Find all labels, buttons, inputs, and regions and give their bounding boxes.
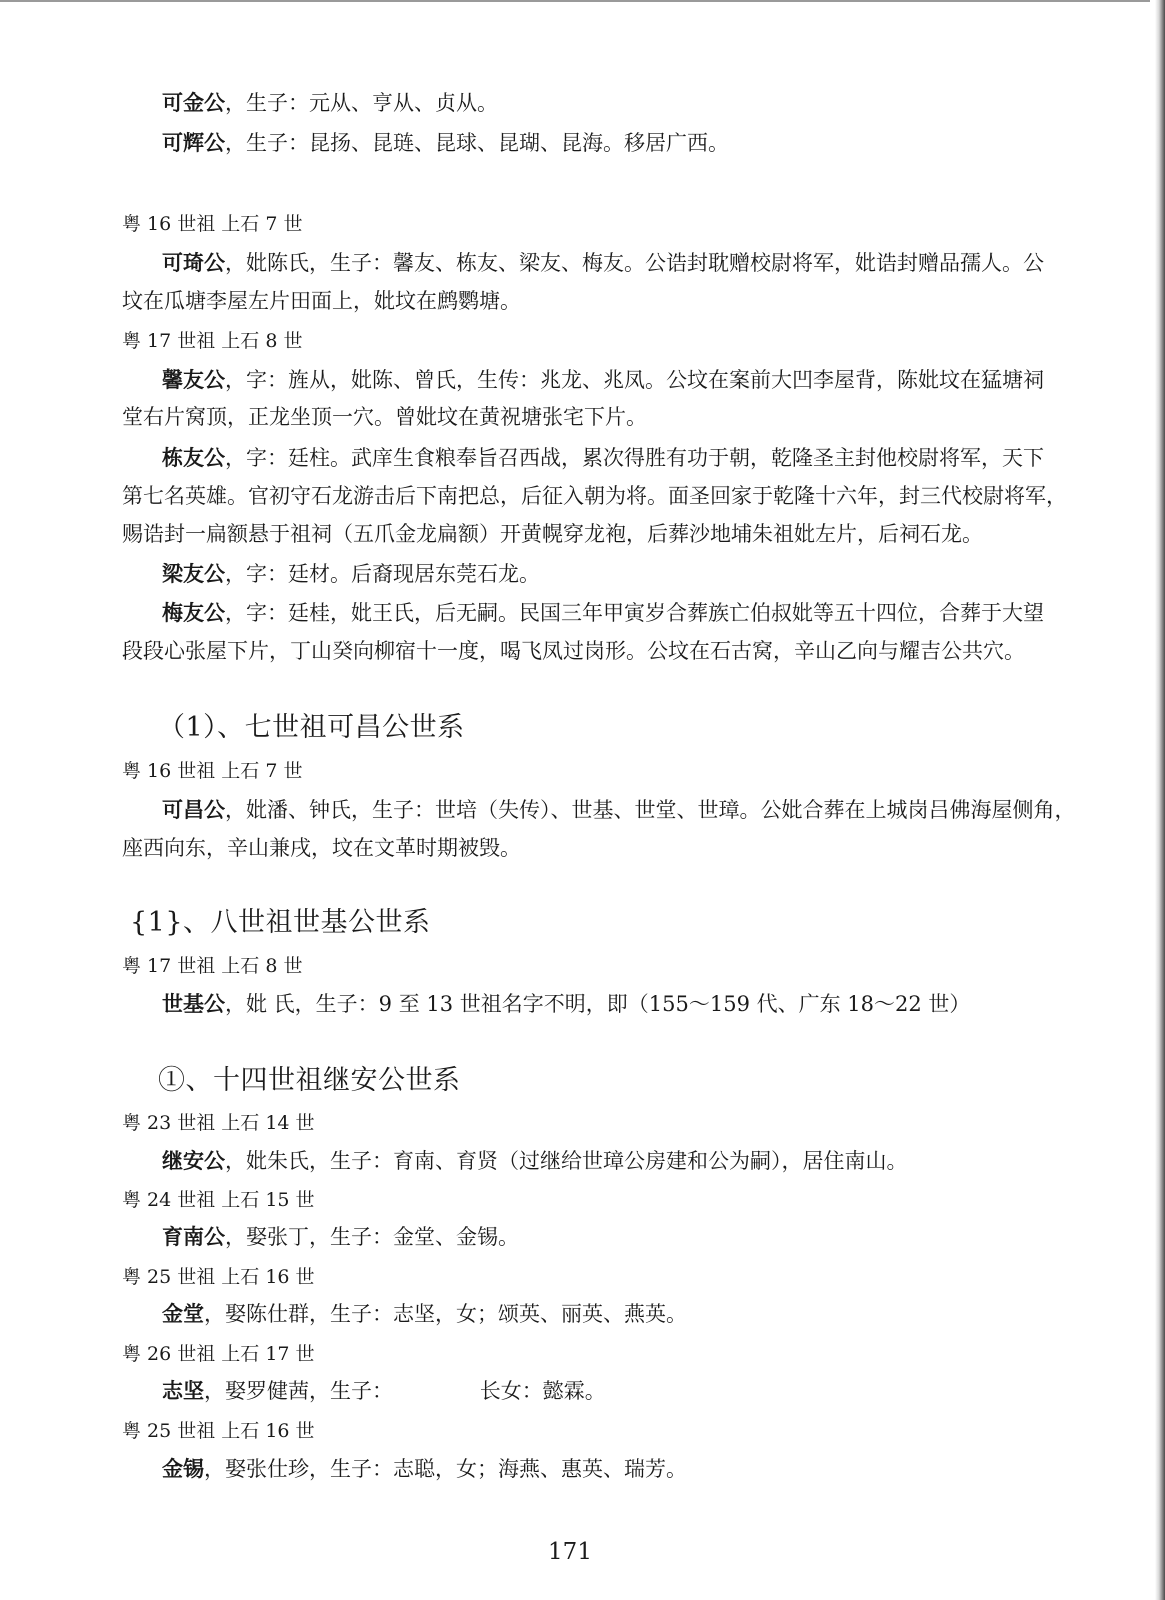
entry-jintang [162, 1300, 687, 1328]
generation-label: 粤 24 世祖 上石 15 世 [122, 1189, 315, 1211]
entry-name: 可金公 [162, 90, 225, 115]
entry-keqi [162, 249, 1044, 277]
generation-label: 粤 16 世祖 上石 7 世 [122, 213, 303, 235]
entry-name: 可昌公 [162, 797, 225, 822]
entry-name: 馨友公 [162, 367, 225, 392]
entry-text: ，妣 氏，生子：9 至 13 世祖名字不明，即（155～159 代、广东 18～22 世） [225, 992, 971, 1016]
entry-name: 金锡 [162, 1456, 204, 1481]
entry-jian [162, 1147, 908, 1175]
entry-zhijian [162, 1377, 606, 1405]
entry-name: 金堂 [162, 1301, 204, 1326]
entry-name: 栋友公 [162, 445, 225, 470]
entry-meiyou-continued: 段段心张屋下片，丁山癸向柳宿十一度，喝飞凤过岗形。公坟在石古窝，辛山乙向与耀吉公共穴。 [122, 639, 1025, 663]
entry-shiji [162, 990, 970, 1018]
section-heading: {1}、八世祖世基公世系 [130, 907, 431, 938]
entry-xinyou-continued: 堂右片窝顶，正龙坐顶一穴。曾妣坟在黄祝塘张宅下片。 [122, 405, 647, 429]
entry-text: ，娶张仕珍，生子：志聪，女；海燕、惠英、瑞芳。 [204, 1457, 687, 1481]
entry-name: 继安公 [162, 1148, 225, 1173]
entry-dongyou [162, 444, 1044, 472]
entry-meiyou [162, 599, 1044, 627]
entry-text: ，字：廷桂，妣王氏，后无嗣。民国三年甲寅岁合葬族亡伯叔妣等五十四位，合葬于大望 [225, 601, 1044, 625]
entry-dongyou-continued: 第七名英雄。官初守石龙游击后下南把总，后征入朝为将。面圣回家于乾隆十六年，封三代校尉将军， [122, 484, 1067, 508]
entry-name: 梁友公 [162, 561, 225, 586]
scan-edge-shadow [1155, 0, 1165, 1600]
entry-text: ，字：廷柱。武庠生食粮奉旨召西战，累次得胜有功于朝，乾隆圣主封他校尉将军，天下 [225, 446, 1044, 470]
entry-name: 梅友公 [162, 600, 225, 625]
generation-label: 粤 26 世祖 上石 17 世 [122, 1343, 315, 1365]
entry-text: ，娶罗健茜，生子： 长女：懿霖。 [204, 1379, 606, 1403]
entry-text: ，妣陈氏，生子：馨友、栋友、梁友、梅友。公诰封耽赠校尉将军，妣诰封赠品孺人。公 [225, 251, 1044, 275]
generation-label: 粤 23 世祖 上石 14 世 [122, 1112, 315, 1134]
generation-label: 粤 25 世祖 上石 16 世 [122, 1266, 315, 1288]
entry-text: ，妣潘、钟氏，生子：世培（失传）、世基、世堂、世璋。公妣合葬在上城岗吕佛海屋侧角， [225, 798, 1076, 822]
generation-label: 粤 17 世祖 上石 8 世 [122, 330, 303, 352]
entry-name: 可琦公 [162, 250, 225, 275]
entry-text: ，字：廷材。后裔现居东莞石龙。 [225, 562, 540, 586]
page-number: 171 [548, 1539, 592, 1565]
entry-name: 世基公 [162, 991, 225, 1016]
entry-kejin [162, 89, 498, 117]
entry-liangyou [162, 560, 540, 588]
entry-kehui [162, 129, 729, 157]
entry-jinxi [162, 1455, 687, 1483]
entry-text: ，妣朱氏，生子：育南、育贤（过继给世璋公房建和公为嗣），居住南山。 [225, 1149, 908, 1173]
entry-kechang-continued: 座西向东，辛山兼戌，坟在文革时期被毁。 [122, 836, 521, 860]
generation-label: 粤 16 世祖 上石 7 世 [122, 760, 303, 782]
entry-xinyou [162, 366, 1044, 394]
entry-yunan [162, 1223, 519, 1251]
entry-text: ，字：旌从，妣陈、曾氏，生传：兆龙、兆凤。公坟在案前大凹李屋背，陈妣坟在猛塘祠 [225, 368, 1044, 392]
entry-name: 志坚 [162, 1378, 204, 1403]
entry-dongyou-continued: 赐诰封一扁额悬于祖祠（五爪金龙扁额）开黄幌穿龙袍，后葬沙地埔朱祖妣左片，后祠石龙。 [122, 522, 983, 546]
entry-kechang [162, 796, 1076, 824]
entry-keqi-continued: 坟在瓜塘李屋左片田面上，妣坟在鹧鹦塘。 [122, 289, 521, 313]
entry-text: ，生子：昆扬、昆琏、昆球、昆瑚、昆海。移居广西。 [225, 131, 729, 155]
generation-label: 粤 25 世祖 上石 16 世 [122, 1420, 315, 1442]
entry-name: 育南公 [162, 1224, 225, 1249]
entry-text: ，娶陈仕群，生子：志坚，女；颂英、丽英、燕英。 [204, 1302, 687, 1326]
generation-label: 粤 17 世祖 上石 8 世 [122, 955, 303, 977]
entry-name: 可辉公 [162, 130, 225, 155]
scan-top-rule [0, 0, 1150, 2]
entry-text: ，生子：元从、亨从、贞从。 [225, 91, 498, 115]
entry-text: ，娶张丁，生子：金堂、金锡。 [225, 1225, 519, 1249]
section-heading: （1）、七世祖可昌公世系 [158, 712, 465, 743]
section-heading: ①、十四世祖继安公世系 [158, 1065, 461, 1096]
